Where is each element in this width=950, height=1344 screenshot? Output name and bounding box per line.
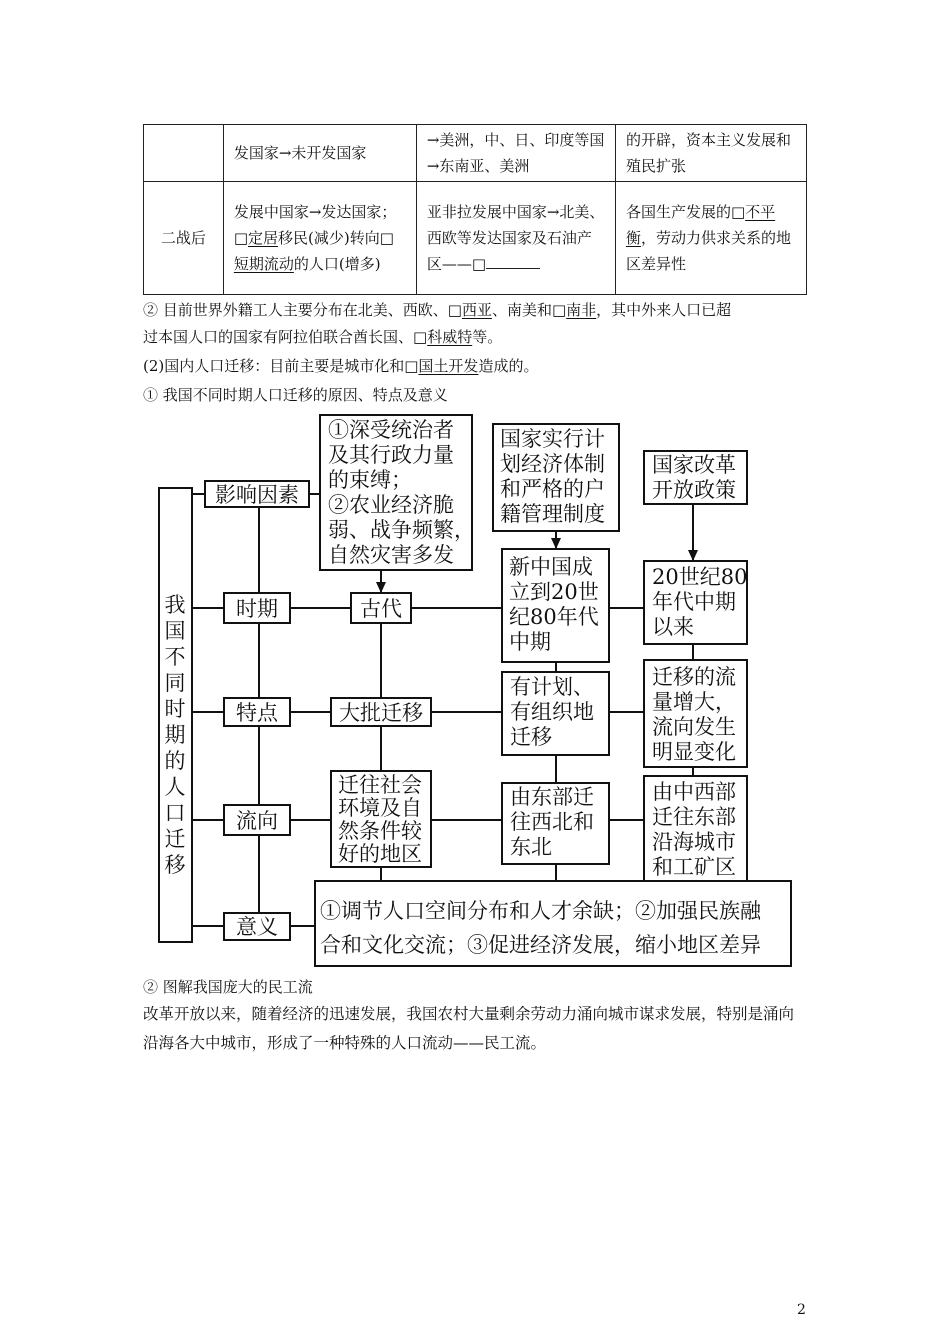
title-char: 时 xyxy=(164,697,186,721)
svg-text:时期: 时期 xyxy=(236,597,278,621)
reason-cell: 各国生产发展的□不平衡，劳动力供求关系的地区差异性 xyxy=(615,182,806,295)
planned-factors-text: 国家实行计 划经济体制 和严格的户 籍管理制度 xyxy=(500,427,605,526)
answer-text: 不平衡 xyxy=(625,203,776,247)
reform-flow-text: 由中西部 迁往东部 沿海城市 和工矿区 xyxy=(652,780,736,879)
reason-cell: 的开辟，资本主义发展和殖民扩张 xyxy=(615,125,806,182)
svg-text:流向: 流向 xyxy=(236,809,278,833)
paragraph: 改革开放以来，随着经济的迅速发展，我国农村大量剩余劳动力涌向城市谋求发展，特别是涌向沿海各大中城市，形成了一种特殊的人口流动——民工流。 xyxy=(143,1005,795,1052)
planned-feature-node xyxy=(502,672,609,755)
ancient-flow-node xyxy=(331,771,431,867)
title-char: 的 xyxy=(164,749,186,773)
diagram-title xyxy=(165,593,186,877)
planned-flow-node xyxy=(502,783,609,864)
answer-text: 定居 xyxy=(248,229,279,247)
reform-period-node xyxy=(644,561,754,644)
reform-flow-node xyxy=(644,776,747,881)
text-line: ② 图解我国庞大的民工流 xyxy=(143,978,313,996)
title-char: 移 xyxy=(164,853,186,877)
significance-text: ①调节人口空间分布和人才余缺；②加强民族融 合和文化交流；③促进经济发展，缩小地区差异 xyxy=(320,899,761,957)
svg-text:大批迁移: 大批迁移 xyxy=(339,701,423,725)
category-significance xyxy=(224,913,290,940)
title-char: 不 xyxy=(164,645,186,669)
region-cell: 亚非拉发展中国家→北美、西欧等发达国家及石油产区——□ xyxy=(416,182,615,295)
direction-cell: 发展中国家→发达国家；□定居移民(减少)转向□短期流动的人口(增多) xyxy=(223,182,416,295)
reform-feature-node xyxy=(644,660,747,767)
title-char: 人 xyxy=(164,775,186,799)
ancient-factors-text: ①深受统治者 及其行政力量 的束缚； ②农业经济脆 弱、战争频繁， 自然灾害多发 xyxy=(328,418,475,567)
ancient-period-node xyxy=(351,593,411,623)
category-period xyxy=(224,593,290,623)
title-char: 同 xyxy=(164,671,186,695)
planned-flow-text: 由东部迁 往西北和 东北 xyxy=(510,785,594,859)
svg-text:意义: 意义 xyxy=(236,915,278,939)
ancient-feature-node xyxy=(331,698,431,726)
svg-text:特点: 特点 xyxy=(236,701,278,725)
text-line: (2)国内人口迁移：目前主要是城市化和□国土开发造成的。 xyxy=(143,357,539,375)
title-char: 国 xyxy=(164,619,186,643)
category-flow xyxy=(224,805,290,835)
category-factors xyxy=(205,481,309,507)
planned-period-text: 新中国成 立到20世 纪80年代 中期 xyxy=(509,555,599,654)
direction-cell: 发国家→未开发国家 xyxy=(223,125,416,182)
title-char: 迁 xyxy=(164,827,186,851)
region-cell: →美洲，中、日、印度等国→东南亚、美洲 xyxy=(416,125,615,182)
planned-factors-node xyxy=(493,424,619,531)
svg-text:古代: 古代 xyxy=(360,597,402,621)
reform-factors-node xyxy=(644,451,747,504)
title-char: 我 xyxy=(164,593,186,617)
page-number: 2 xyxy=(797,1302,806,1318)
ancient-factors-node xyxy=(320,415,482,570)
reform-feature-text: 迁移的流 量增大， 流向发生 明显变化 xyxy=(652,665,736,764)
text-line: ② 目前世界外籍工人主要分布在北美、西欧、□西亚、南美和□南非，其中外来人口已超 xyxy=(143,301,732,319)
text-line: 过本国人口的国家有阿拉伯联合酋长国、□科威特等。 xyxy=(143,328,503,346)
planned-feature-text: 有计划、 有组织地 迁移 xyxy=(510,675,594,749)
text-line: ① 我国不同时期人口迁移的原因、特点及意义 xyxy=(143,386,448,404)
reform-factors-text: 国家改革 开放政策 xyxy=(652,453,736,502)
reform-period-text: 20世纪80 年代中期 以来 xyxy=(652,565,748,639)
title-char: 期 xyxy=(164,723,186,747)
planned-period-node xyxy=(502,549,609,662)
title-char: 口 xyxy=(164,801,186,825)
svg-text:影响因素: 影响因素 xyxy=(215,483,299,507)
answer-text: 短期流动 xyxy=(233,255,294,273)
significance-node xyxy=(315,881,791,966)
diagram-title-node xyxy=(159,488,192,942)
category-feature xyxy=(224,698,290,726)
period-cell: 二战后 xyxy=(144,182,224,295)
ancient-flow-text: 迁往社会 环境及自 然条件较 好的地区 xyxy=(338,773,422,866)
